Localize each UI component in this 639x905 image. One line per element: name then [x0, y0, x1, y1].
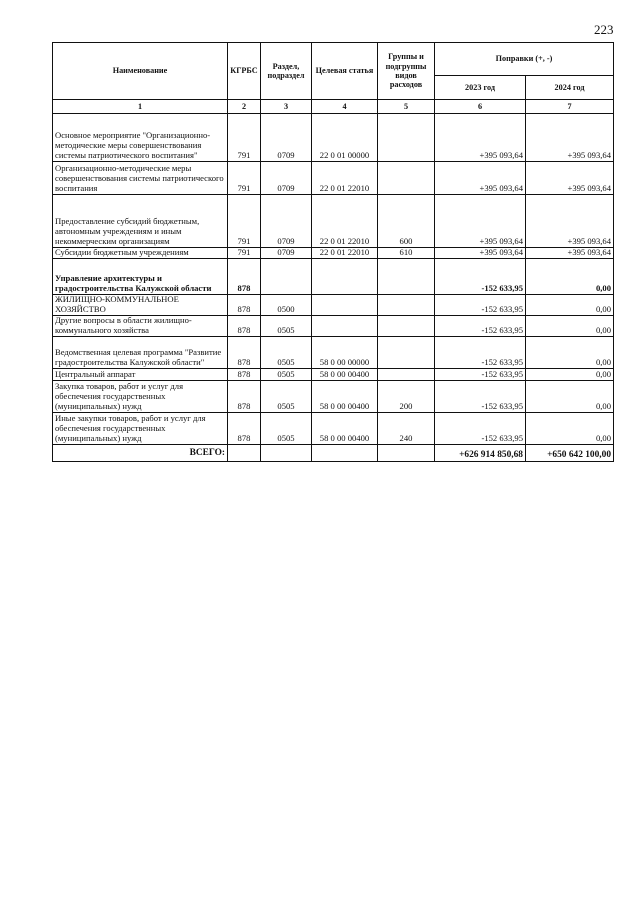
header-name: Наименование	[53, 43, 228, 100]
column-number: 6	[435, 100, 526, 114]
column-number: 4	[312, 100, 378, 114]
cell-group	[378, 114, 435, 162]
cell-kgrbs: 878	[228, 369, 261, 381]
cell-name: Ведомственная целевая программа "Развитие градостроительства Калужской области"	[53, 337, 228, 369]
cell-y2024: 0,00	[526, 259, 614, 295]
table-row	[53, 114, 614, 162]
table-row	[53, 195, 614, 248]
column-number: 2	[228, 100, 261, 114]
cell-kgrbs: 878	[228, 295, 261, 316]
cell-section: 0505	[261, 381, 312, 413]
cell-group	[378, 162, 435, 195]
header-year-2023: 2023 год	[435, 76, 526, 100]
header-year-2024: 2024 год	[526, 76, 614, 100]
header-groups: Группы и подгруппы видов расходов	[378, 43, 435, 100]
cell-kgrbs: 878	[228, 316, 261, 337]
header-amendments: Поправки (+, -)	[435, 43, 614, 76]
total-row	[53, 445, 614, 462]
table-row	[53, 369, 614, 381]
cell-target: 58 0 00 00400	[312, 369, 378, 381]
table-row	[53, 316, 614, 337]
table-row	[53, 337, 614, 369]
cell-group: 610	[378, 248, 435, 259]
cell-y2023: +395 093,64	[435, 248, 526, 259]
cell-group: 200	[378, 381, 435, 413]
cell-y2023: +395 093,64	[435, 195, 526, 248]
table-body	[53, 114, 614, 462]
budget-amendments-table	[52, 42, 614, 462]
cell-group	[378, 295, 435, 316]
cell-target	[312, 316, 378, 337]
cell-target: 22 0 01 00000	[312, 114, 378, 162]
cell-y2024: 0,00	[526, 337, 614, 369]
cell-y2023: -152 633,95	[435, 369, 526, 381]
cell-y2023: -152 633,95	[435, 337, 526, 369]
cell-target: 58 0 00 00400	[312, 413, 378, 445]
cell-group: 600	[378, 195, 435, 248]
table-row	[53, 259, 614, 295]
cell-target	[312, 295, 378, 316]
cell-section: 0505	[261, 369, 312, 381]
total-y2024: +650 642 100,00	[526, 445, 614, 462]
cell-kgrbs: 878	[228, 413, 261, 445]
cell-kgrbs: 791	[228, 162, 261, 195]
header-section: Раздел, подраздел	[261, 43, 312, 100]
cell-y2023: -152 633,95	[435, 316, 526, 337]
cell-kgrbs: 878	[228, 337, 261, 369]
cell-target: 22 0 01 22010	[312, 162, 378, 195]
cell-group	[378, 316, 435, 337]
cell-y2023: +395 093,64	[435, 114, 526, 162]
total-label: ВСЕГО:	[53, 445, 228, 462]
cell-y2024: 0,00	[526, 413, 614, 445]
column-number: 5	[378, 100, 435, 114]
cell-target: 22 0 01 22010	[312, 248, 378, 259]
total-empty-cell	[228, 445, 261, 462]
cell-target	[312, 259, 378, 295]
cell-y2023: +395 093,64	[435, 162, 526, 195]
cell-y2024: +395 093,64	[526, 114, 614, 162]
cell-section: 0709	[261, 248, 312, 259]
cell-name: Центральный аппарат	[53, 369, 228, 381]
cell-y2024: +395 093,64	[526, 162, 614, 195]
cell-y2024: 0,00	[526, 369, 614, 381]
cell-section: 0709	[261, 195, 312, 248]
cell-section: 0500	[261, 295, 312, 316]
cell-name: Управление архитектуры и градостроительства Калужской области	[53, 259, 228, 295]
cell-y2023: -152 633,95	[435, 259, 526, 295]
column-numbers-row	[53, 100, 614, 114]
cell-group	[378, 369, 435, 381]
cell-y2024: 0,00	[526, 316, 614, 337]
cell-name: Предоставление субсидий бюджетным, автономным учреждениям и иным некоммерческим организациям	[53, 195, 228, 248]
cell-name: Субсидии бюджетным учреждениям	[53, 248, 228, 259]
cell-y2024: 0,00	[526, 381, 614, 413]
cell-section: 0709	[261, 114, 312, 162]
page-number: 223	[594, 22, 614, 37]
total-empty-cell	[378, 445, 435, 462]
cell-y2024: 0,00	[526, 295, 614, 316]
cell-y2024: +395 093,64	[526, 195, 614, 248]
cell-name: Другие вопросы в области жилищно-коммунального хозяйства	[53, 316, 228, 337]
cell-kgrbs: 878	[228, 259, 261, 295]
cell-target: 22 0 01 22010	[312, 195, 378, 248]
cell-y2023: -152 633,95	[435, 295, 526, 316]
cell-section	[261, 259, 312, 295]
cell-kgrbs: 791	[228, 114, 261, 162]
cell-kgrbs: 791	[228, 195, 261, 248]
cell-group	[378, 337, 435, 369]
cell-section: 0505	[261, 337, 312, 369]
cell-y2024: +395 093,64	[526, 248, 614, 259]
cell-group	[378, 259, 435, 295]
table-row	[53, 248, 614, 259]
table-row	[53, 295, 614, 316]
cell-name: ЖИЛИЩНО-КОММУНАЛЬНОЕ ХОЗЯЙСТВО	[53, 295, 228, 316]
cell-section: 0505	[261, 316, 312, 337]
cell-target: 58 0 00 00000	[312, 337, 378, 369]
cell-kgrbs: 791	[228, 248, 261, 259]
cell-group: 240	[378, 413, 435, 445]
cell-name: Иные закупки товаров, работ и услуг для обеспечения государственных (муниципальных) нужд	[53, 413, 228, 445]
column-number: 3	[261, 100, 312, 114]
header-kgrbs: КГРБС	[228, 43, 261, 100]
cell-name: Закупка товаров, работ и услуг для обеспечения государственных (муниципальных) нужд	[53, 381, 228, 413]
header-target: Целевая статья	[312, 43, 378, 100]
cell-name: Организационно-методические меры совершенствования системы патриотического воспитания	[53, 162, 228, 195]
total-y2023: +626 914 850,68	[435, 445, 526, 462]
table-row	[53, 162, 614, 195]
cell-name: Основное мероприятие "Организационно-методические меры совершенствования системы патриотического воспитания"	[53, 114, 228, 162]
column-number: 1	[53, 100, 228, 114]
total-empty-cell	[312, 445, 378, 462]
cell-section: 0505	[261, 413, 312, 445]
column-number: 7	[526, 100, 614, 114]
table-row	[53, 413, 614, 445]
cell-section: 0709	[261, 162, 312, 195]
table-row	[53, 381, 614, 413]
cell-y2023: -152 633,95	[435, 381, 526, 413]
cell-y2023: -152 633,95	[435, 413, 526, 445]
cell-kgrbs: 878	[228, 381, 261, 413]
total-empty-cell	[261, 445, 312, 462]
cell-target: 58 0 00 00400	[312, 381, 378, 413]
